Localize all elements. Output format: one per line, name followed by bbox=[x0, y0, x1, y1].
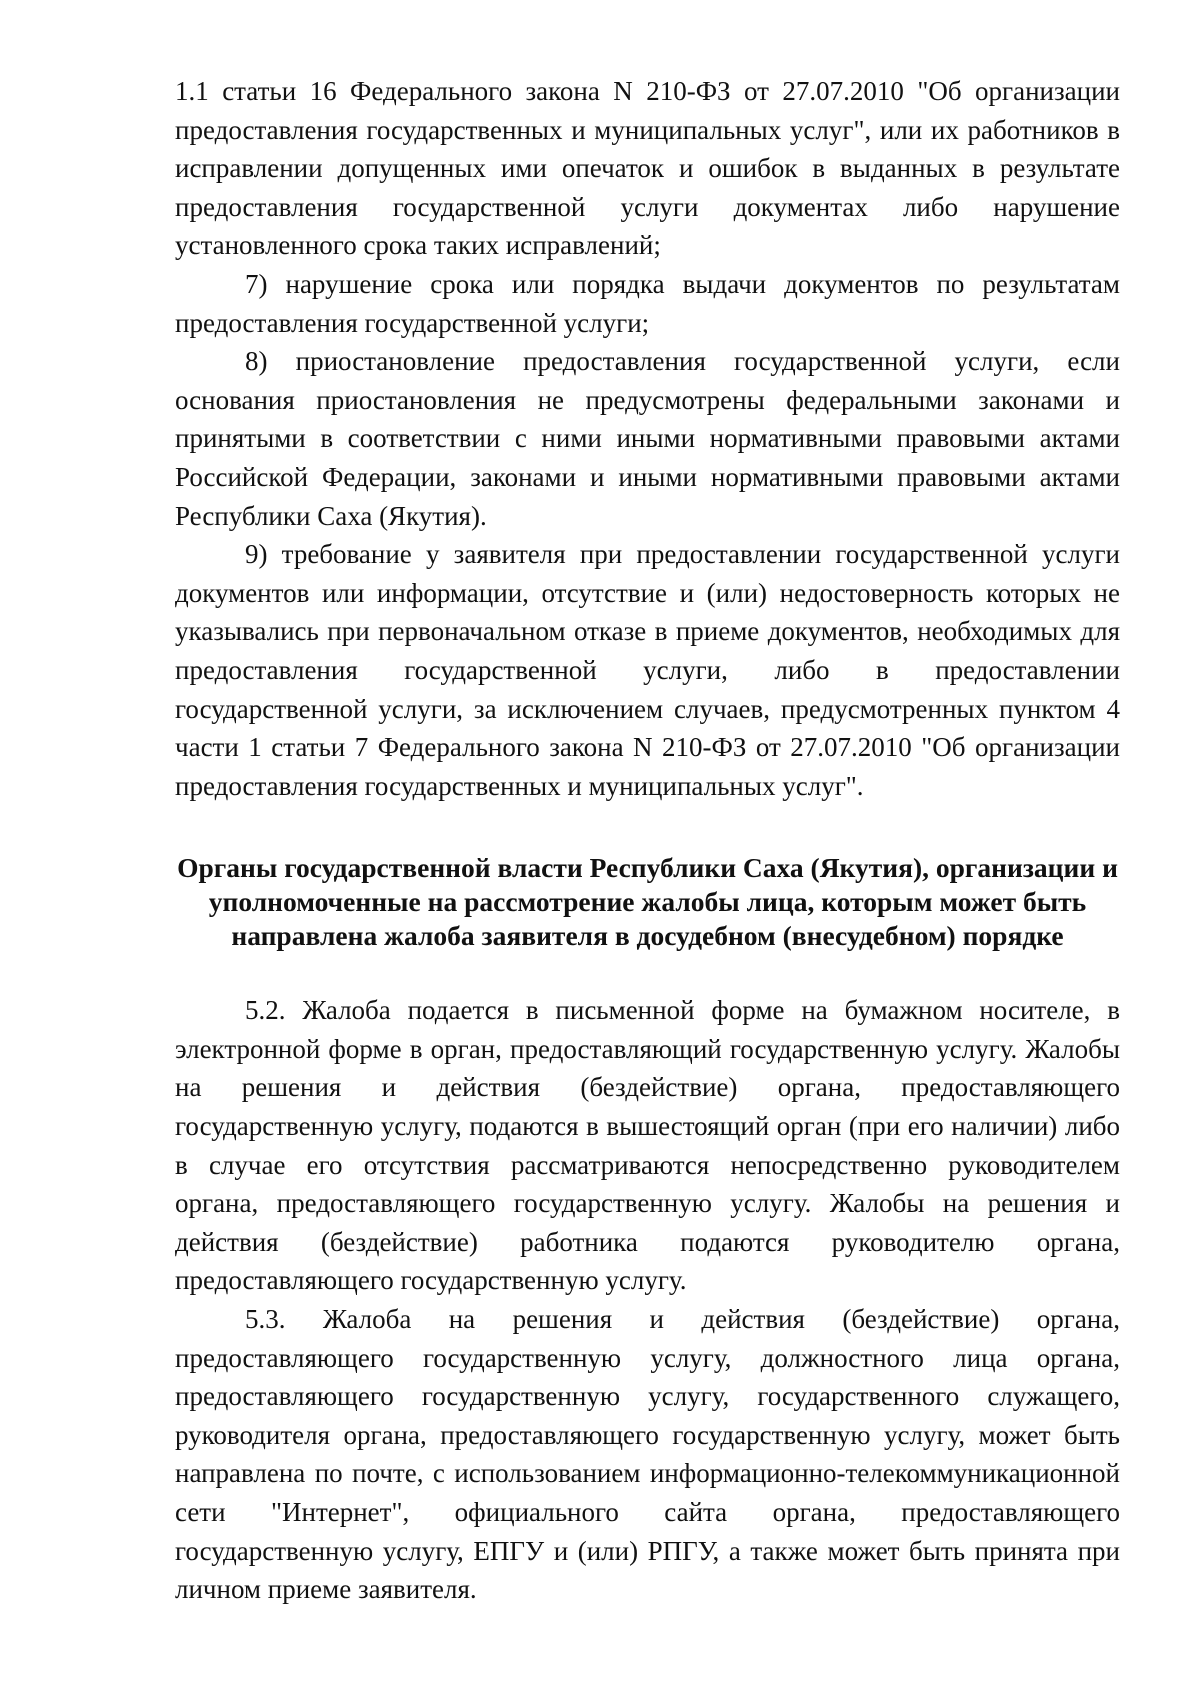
paragraph-continuation: 1.1 статьи 16 Федерального закона N 210-ФЗ от 27.07.2010 "Об организации предоставления государственных и муниципальных услуг", или их работников в исправлении допущенных ими опечаток и ошибок в выданных в результате предоставления государственной услуги документах либо нарушение установленного срока таких исправлений; bbox=[175, 76, 1120, 261]
paragraph-item-8: 8) приостановление предоставления государственной услуги, если основания приостановления не предусмотрены федеральными законами и принятыми в соответствии с ними иными нормативными правовыми актами Российской Федерации, законами и иными нормативными правовыми актами Республики Саха (Якутия). bbox=[175, 346, 1120, 531]
section-heading: Органы государственной власти Республики Саха (Якутия), организации и уполномоченные на рассмотрение жалобы лица, которым может быть направлена жалоба заявителя в досудебном (внесудебном) порядке bbox=[177, 852, 1118, 952]
paragraph-5-2: 5.2. Жалоба подается в письменной форме на бумажном носителе, в электронной форме в орган, предоставляющий государственную услугу. Жалобы на решения и действия (бездействие) органа, предоставляющего государственную услугу, подаются в вышестоящий орган (при его наличии) либо в случае его отсутствия рассматриваются непосредственно руководителем органа, предоставляющего государственную услугу. Жалобы на решения и действия (бездействие) работника подаются руководителю органа, предоставляющего государственную услугу. bbox=[175, 995, 1120, 1296]
document-page bbox=[175, 72, 1120, 1609]
paragraph-item-9: 9) требование у заявителя при предоставлении государственной услуги документов или информации, отсутствие и (или) недостоверность которых не указывались при первоначальном отказе в приеме документов, необходимых для предоставления государственной услуги, либо в предоставлении государственной услуги, за исключением случаев, предусмотренных пунктом 4 части 1 статьи 7 Федерального закона N 210-ФЗ от 27.07.2010 "Об организации предоставления государственных и муниципальных услуг". bbox=[175, 539, 1120, 801]
paragraph-5-3: 5.3. Жалоба на решения и действия (бездействие) органа, предоставляющего государственную услугу, должностного лица органа, предоставляющего государственную услугу, государственного служащего, руководителя органа, предоставляющего государственную услугу, может быть направлена по почте, с использованием информационно-телекоммуникационной сети "Интернет", официального сайта органа, предоставляющего государственную услугу, ЕПГУ и (или) РПГУ, а также может быть принята при личном приеме заявителя. bbox=[175, 1304, 1120, 1605]
paragraph-item-7: 7) нарушение срока или порядка выдачи документов по результатам предоставления государственной услуги; bbox=[175, 268, 1120, 338]
